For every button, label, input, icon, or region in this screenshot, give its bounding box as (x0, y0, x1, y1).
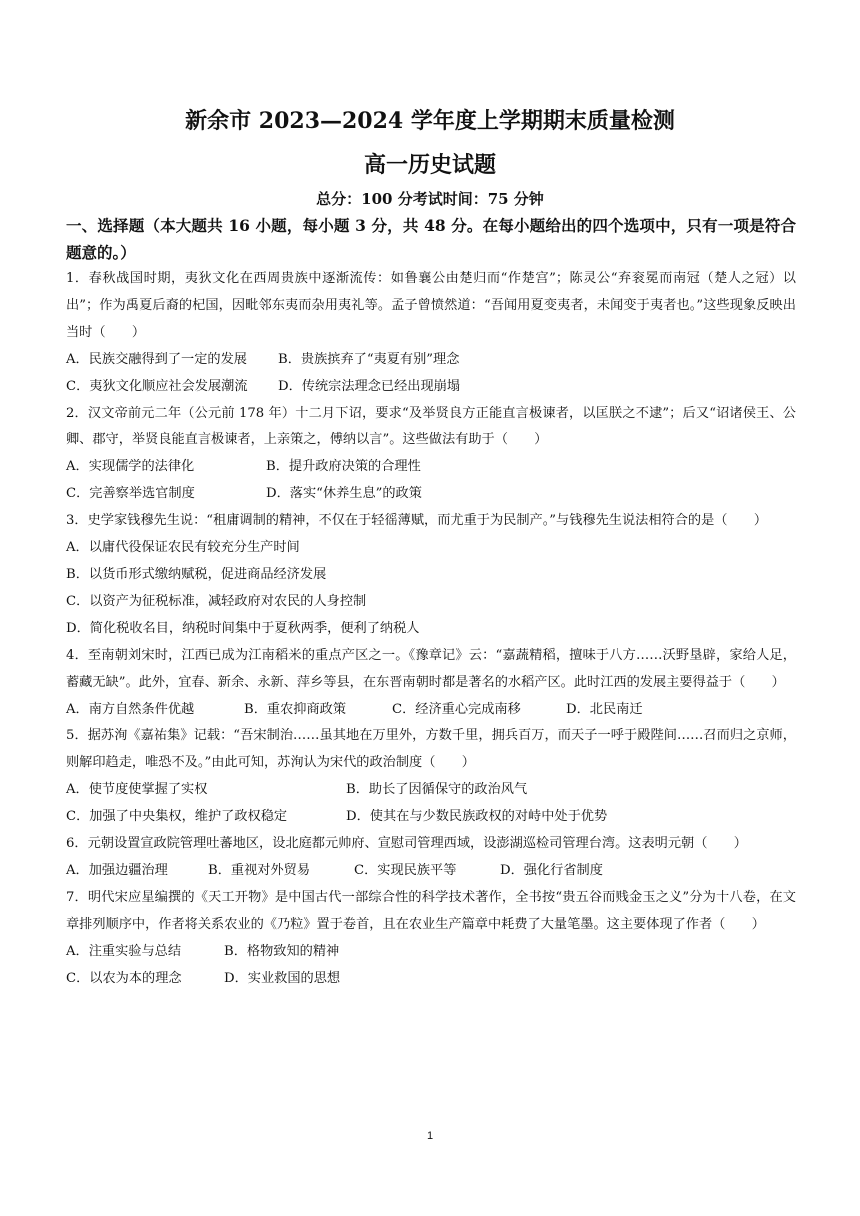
option-a: A．实现儒学的法律化 (66, 459, 195, 475)
option-a: A．以庸代役保证农民有较充分生产时间 (66, 540, 300, 556)
option-a: A．南方自然条件优越 (66, 701, 195, 717)
question-3 (66, 508, 796, 643)
question-6 (66, 831, 796, 885)
option-a: A．加强边疆治理 (66, 862, 168, 878)
option-c: C．加强了中央集权，维护了政权稳定 (66, 809, 288, 825)
option-c: C．经济重心完成南移 (392, 701, 521, 717)
option-b: B．助长了因循保守的政治风气 (346, 782, 528, 798)
option-d: D．简化税收名目，纳税时间集中于夏秋两季，便利了纳税人 (66, 620, 420, 636)
question-2 (66, 401, 796, 509)
options-row (66, 454, 796, 481)
option-d: D．北民南迁 (566, 701, 643, 717)
options-row (66, 347, 796, 374)
exam-meta: 总分：100 分考试时间：75 分钟 (316, 190, 544, 208)
section-heading: 一、选择题（本大题共 16 小题，每小题 3 分，共 48 分。在每小题给出的四个选项中，只有一项是符合题意的。） (66, 216, 796, 262)
option-d: D．传统宗法理念已经出现崩塌 (278, 378, 461, 394)
option-d: D．强化行省制度 (500, 862, 603, 878)
options-row (66, 858, 796, 885)
question-7 (66, 885, 796, 993)
option-a: A．使节度使掌握了实权 (66, 782, 208, 798)
option-c: C．实现民族平等 (354, 862, 457, 878)
page-number: 1 (426, 1130, 434, 1142)
option-c: C．以资产为征税标准，减轻政府对农民的人身控制 (66, 593, 367, 609)
option-b: B．重视对外贸易 (208, 862, 311, 878)
option-d: D．落实“休养生息”的政策 (266, 486, 422, 502)
exam-content (66, 212, 796, 992)
option-a: A．注重实验与总结 (66, 943, 182, 959)
option-b: B．提升政府决策的合理性 (266, 459, 421, 475)
exam-title: 新余市 2023—2024 学年度上学期期末质量检测 (185, 108, 675, 134)
question-stem: 2．汉文帝前元二年（公元前 178 年）十二月下诏，要求“及举贤良方正能直言极谏者，以匡朕之不逮”；后又“诏诸侯王、公卿、郡守，举贤良能直言极谏者，上亲策之，傅纳以言”。这些做法有助于（ ） (66, 405, 796, 448)
option-c: C．夷狄文化顺应社会发展潮流 (66, 378, 248, 394)
option-d: D．实业救国的思想 (224, 970, 341, 986)
question-stem: 3．史学家钱穆先生说：“租庸调制的精神，不仅在于轻徭薄赋，而尤重于为民制产。”与钱穆先生说法相符合的是（ ） (66, 513, 768, 529)
exam-subtitle: 高一历史试题 (363, 152, 496, 178)
question-4 (66, 643, 796, 724)
option-c: C．完善察举选官制度 (66, 486, 195, 502)
options-row (66, 697, 796, 724)
options-row (66, 966, 796, 993)
option-d: D．使其在与少数民族政权的对峙中处于优势 (346, 809, 608, 825)
option-b: B．格物致知的精神 (224, 943, 340, 959)
question-stem: 6．元朝设置宣政院管理吐蕃地区，设北庭都元帅府、宣慰司管理西域，设澎湖巡检司管理台湾。这表明元朝（ ） (66, 836, 747, 852)
question-stem: 5．据苏洵《嘉祐集》记载：“吾宋制治……虽其地在万里外，方数千里，拥兵百万，而天子一呼于殿陛间……召而归之京师，则解印趋走，唯恐不及。”由此可知，苏洵认为宋代的政治制度（ ） (66, 728, 796, 771)
question-stem: 4．至南朝刘宋时，江西已成为江南稻米的重点产区之一。《豫章记》云：“嘉蔬精稻，擅味于八方……沃野垦辟，家给人足，蓄藏无缺”。此外，宜春、新余、永新、萍乡等县，在东晋南朝时都是著名的水稻产区。此时江西的发展主要得益于（ ） (66, 647, 796, 690)
option-a: A．民族交融得到了一定的发展 (66, 351, 247, 367)
question-1 (66, 266, 796, 401)
options-row (66, 804, 796, 831)
option-b: B．贵族摈弃了“夷夏有别”理念 (278, 351, 460, 367)
options-row (66, 481, 796, 508)
option-c: C．以农为本的理念 (66, 970, 182, 986)
question-stem: 7．明代宋应星编撰的《天工开物》是中国古代一部综合性的科学技术著作，全书按“贵五谷而贱金玉之义”分为十八卷，在文章排列顺序中，作者将关系农业的《乃粒》置于卷首，且在农业生产篇章中耗费了大量笔墨。这主要体现了作者（ ） (66, 889, 796, 932)
option-b: B．重农抑商政策 (244, 701, 347, 717)
options-row (66, 374, 796, 401)
question-stem: 1．春秋战国时期，夷狄文化在西周贵族中逐渐流传：如鲁襄公由楚归而“作楚宫”；陈灵公“弃衮冕而南冠（楚人之冠）以出”；作为禹夏后裔的杞国，因毗邻东夷而杂用夷礼等。孟子曾愤然道：“吾闻用夏变夷者，未闻变于夷者也。”这些现象反映出当时（ ） (66, 271, 796, 340)
options-row (66, 777, 796, 804)
options-row (66, 939, 796, 966)
question-5 (66, 723, 796, 831)
option-b: B．以货币形式缴纳赋税，促进商品经济发展 (66, 566, 327, 582)
